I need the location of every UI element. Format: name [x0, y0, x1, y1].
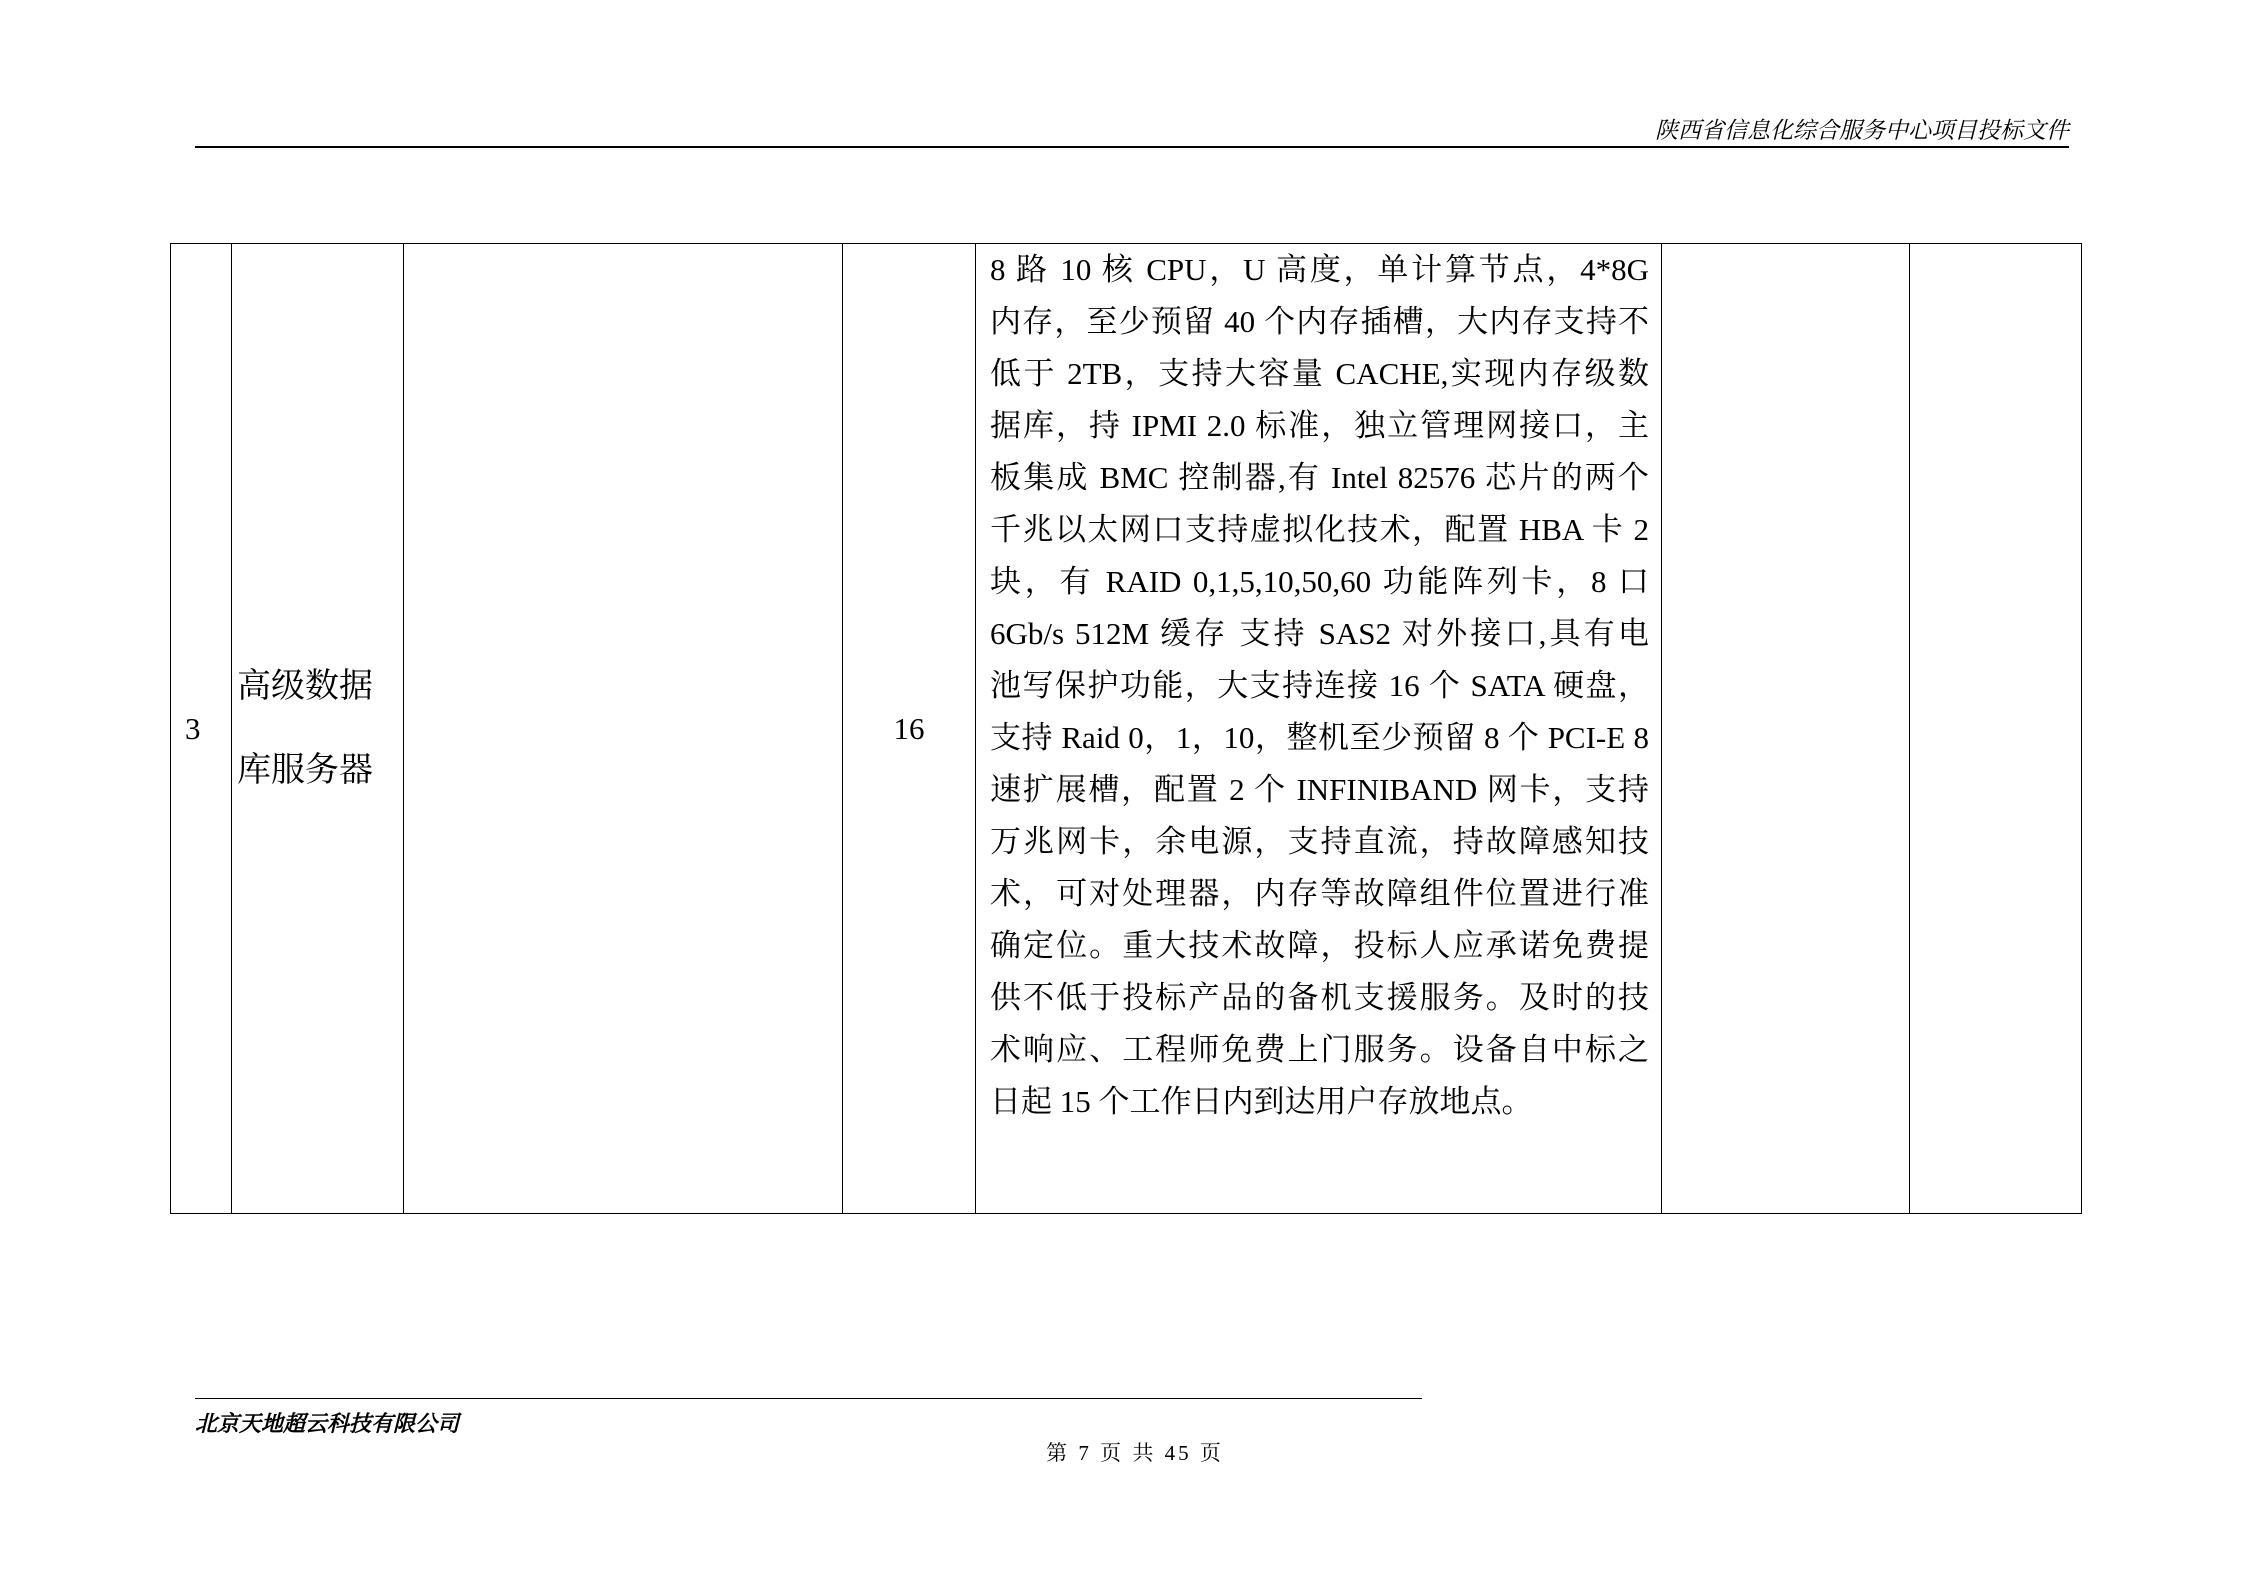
empty-cell: [404, 244, 843, 1214]
spec-line: 内存，至少预留 40 个内存插槽，大内存支持不: [990, 304, 1649, 339]
spec-line: 确定位。重大技术故障，投标人应承诺免费提: [990, 928, 1649, 963]
spec-line: 据库，持 IPMI 2.0 标准，独立管理网接口，主: [990, 408, 1649, 443]
spec-line: 术响应、工程师免费上门服务。设备自中标之: [990, 1032, 1649, 1067]
empty-cell: [1662, 244, 1910, 1214]
row-index: 3: [171, 244, 232, 1214]
spec-line: 8 路 10 核 CPU，U 高度，单计算节点，4*8G: [990, 252, 1649, 287]
header-divider: [195, 146, 2069, 148]
spec-description: [976, 244, 1662, 1214]
spec-line: 支持 Raid 0，1，10，整机至少预留 8 个 PCI-E 8: [990, 720, 1649, 755]
item-name-line: 高级数据: [237, 667, 373, 705]
spec-line: 万兆网卡，余电源，支持直流，持故障感知技: [990, 824, 1649, 859]
page-number: 第 7 页 共 45 页: [1046, 1441, 1224, 1465]
spec-line: 板集成 BMC 控制器,有 Intel 82576 芯片的两个: [990, 460, 1649, 495]
spec-line: 池写保护功能，大支持连接 16 个 SATA 硬盘，: [990, 668, 1649, 703]
spec-line: 千兆以太网口支持虚拟化技术，配置 HBA 卡 2: [990, 512, 1649, 547]
spec-line: 速扩展槽，配置 2 个 INFINIBAND 网卡，支持: [990, 772, 1649, 807]
footer-company: 北京天地超云科技有限公司: [195, 1411, 460, 1436]
spec-table: [170, 243, 2082, 1214]
spec-line: 术，可对处理器，内存等故障组件位置进行准: [990, 876, 1649, 911]
footer-divider: [195, 1398, 1422, 1399]
spec-line: 低于 2TB，支持大容量 CACHE,实现内存级数: [990, 356, 1649, 391]
spec-line: 日起 15 个工作日内到达用户存放地点。: [990, 1084, 1533, 1119]
item-name: [232, 244, 404, 1214]
empty-cell: [1910, 244, 2082, 1214]
spec-line: 块，有 RAID 0,1,5,10,50,60 功能阵列卡，8 口: [990, 564, 1649, 599]
document-header-title: 陕西省信息化综合服务中心项目投标文件: [1655, 118, 2069, 143]
spec-line: 供不低于投标产品的备机支援服务。及时的技: [990, 980, 1649, 1015]
table-row: [171, 244, 2082, 1214]
item-name-line: 库服务器: [237, 751, 373, 789]
spec-line: 6Gb/s 512M 缓存 支持 SAS2 对外接口,具有电: [990, 616, 1649, 651]
quantity: 16: [843, 244, 976, 1214]
